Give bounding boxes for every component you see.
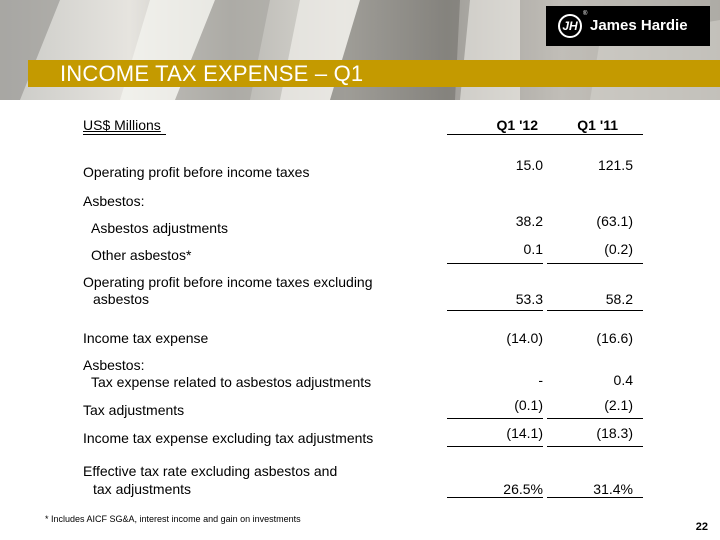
row-value-q1-12: 15.0 (515, 157, 543, 173)
header-rule (447, 134, 643, 135)
row-value-q1-11: 31.4% (593, 481, 633, 497)
subtotal-rule (447, 263, 543, 264)
row-value-q1-11: (0.2) (604, 241, 633, 257)
total-rule (447, 446, 543, 447)
slide-title: INCOME TAX EXPENSE – Q1 (60, 61, 364, 86)
units-underline (83, 134, 166, 135)
row-value-q1-12: 0.1 (523, 241, 543, 257)
row-label: Asbestos: (83, 357, 145, 373)
row-value-q1-11: (63.1) (596, 213, 633, 229)
subtotal-rule (447, 418, 543, 419)
row-label: Income tax expense excluding tax adjustments (83, 430, 374, 446)
row-value-q1-11: 0.4 (613, 372, 633, 388)
row-label: Income tax expense (83, 330, 209, 346)
subtotal-rule (547, 418, 643, 419)
row-value-q1-12: 53.3 (515, 291, 543, 307)
logo-mark-icon: JH (558, 14, 582, 38)
units-label: US$ Millions (83, 117, 161, 133)
logo-text: James Hardie (590, 17, 688, 34)
page-number: 22 (695, 521, 708, 533)
row-value-q1-11: (18.3) (596, 425, 633, 441)
row-label: Operating profit before income taxes excluding (83, 274, 373, 290)
row-label: Operating profit before income taxes (83, 164, 310, 180)
logo-registered-mark: ® (583, 11, 588, 17)
row-value-q1-12: 38.2 (515, 213, 543, 229)
total-rule (547, 497, 643, 498)
subtotal-rule (547, 263, 643, 264)
row-label-continued: asbestos (93, 291, 150, 307)
footnote: * Includes AICF SG&A, interest income and gain on investments (45, 514, 301, 524)
column-header-q1-11: Q1 '11 (577, 117, 618, 133)
row-label: Other asbestos* (91, 247, 192, 263)
row-value-q1-11: (16.6) (596, 330, 633, 346)
row-label: Effective tax rate excluding asbestos and (83, 463, 338, 479)
row-value-q1-12: (14.1) (506, 425, 543, 441)
row-value-q1-11: 121.5 (597, 157, 633, 173)
total-rule (447, 310, 543, 311)
row-label-continued: Tax expense related to asbestos adjustments (91, 374, 372, 390)
row-label-continued: tax adjustments (93, 481, 192, 497)
total-rule (547, 446, 643, 447)
row-value-q1-12: (14.0) (506, 330, 543, 346)
james-hardie-logo (546, 6, 710, 46)
row-value-q1-11: 58.2 (605, 291, 633, 307)
total-rule (447, 497, 543, 498)
row-label: Asbestos: (83, 193, 145, 209)
row-value-q1-12: - (538, 372, 543, 388)
total-rule (547, 310, 643, 311)
column-header-q1-12: Q1 '12 (496, 117, 538, 133)
row-value-q1-12: (0.1) (514, 397, 543, 413)
row-label: Tax adjustments (83, 402, 185, 418)
row-label: Asbestos adjustments (91, 220, 228, 236)
row-value-q1-12: 26.5% (503, 481, 543, 497)
row-value-q1-11: (2.1) (604, 397, 633, 413)
